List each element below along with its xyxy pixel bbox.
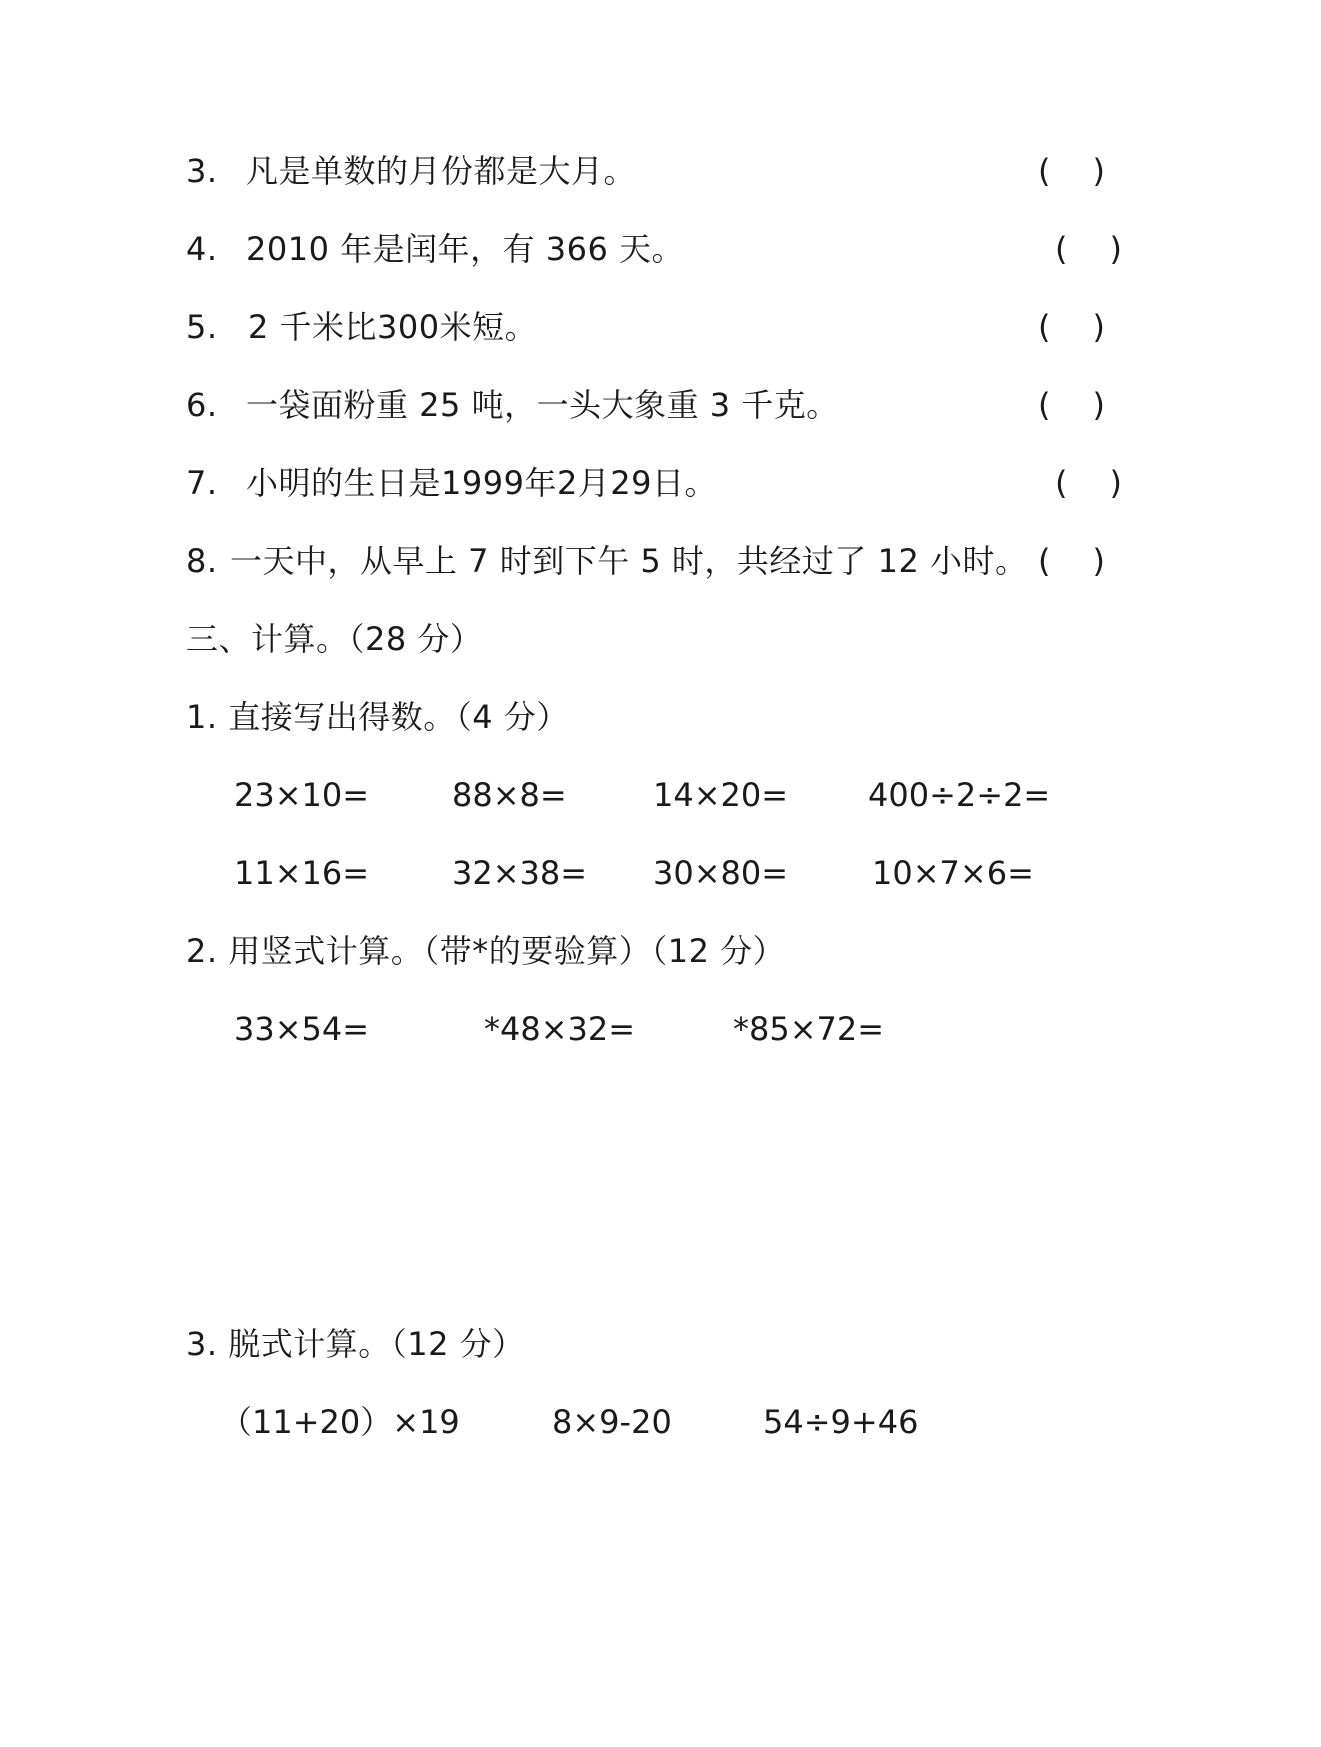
tf-item-3 [186, 151, 636, 191]
tf-item-6 [186, 385, 839, 425]
item-number: 3. [186, 152, 218, 190]
expression: 23×10= [234, 776, 370, 814]
answer-blank-7[interactable]: ( ) [1055, 464, 1122, 502]
expression: 33×54= [234, 1010, 370, 1048]
item-text: 2 千米比300米短。 [248, 308, 538, 346]
expression: *85×72= [733, 1010, 885, 1048]
expression: 88×8= [452, 776, 567, 814]
expression: 8×9-20 [552, 1403, 672, 1441]
tf-item-4 [186, 229, 684, 269]
question-2-heading: 2. 用竖式计算。（带*的要验算）（12 分） [186, 932, 786, 970]
item-number: 5. [186, 308, 218, 346]
item-number: 7. [186, 464, 218, 502]
expression: 32×38= [452, 854, 588, 892]
expression: 400÷2÷2= [868, 776, 1051, 814]
tf-item-7 [186, 463, 717, 503]
answer-blank-8[interactable]: ( ) [1038, 542, 1105, 580]
item-number: 8. [186, 542, 218, 580]
expression: 14×20= [653, 776, 789, 814]
answer-blank-3[interactable]: ( ) [1038, 152, 1105, 190]
question-3-heading: 3. 脱式计算。（12 分） [186, 1325, 525, 1363]
tf-item-8 [186, 541, 1027, 581]
answer-blank-4[interactable]: ( ) [1055, 230, 1122, 268]
item-text: 一袋面粉重 25 吨，一头大象重 3 千克。 [246, 386, 839, 424]
expression: （11+20）×19 [220, 1403, 460, 1441]
expression: 30×80= [653, 854, 789, 892]
item-text: 小明的生日是1999年2月29日。 [246, 464, 718, 502]
tf-item-5 [186, 307, 537, 347]
item-text: 凡是单数的月份都是大月。 [246, 152, 637, 190]
item-text: 一天中，从早上 7 时到下午 5 时，共经过了 12 小时。 [230, 542, 1028, 580]
expression: *48×32= [484, 1010, 636, 1048]
item-number: 6. [186, 386, 218, 424]
question-1-heading: 1. 直接写出得数。（4 分） [186, 698, 569, 736]
expression: 11×16= [234, 854, 370, 892]
item-text: 2010 年是闰年，有 366 天。 [246, 230, 685, 268]
expression: 10×7×6= [872, 854, 1034, 892]
section-heading: 三、计算。（28 分） [186, 620, 483, 658]
expression: 54÷9+46 [763, 1403, 919, 1441]
answer-blank-6[interactable]: ( ) [1038, 386, 1105, 424]
item-number: 4. [186, 230, 218, 268]
answer-blank-5[interactable]: ( ) [1038, 308, 1105, 346]
